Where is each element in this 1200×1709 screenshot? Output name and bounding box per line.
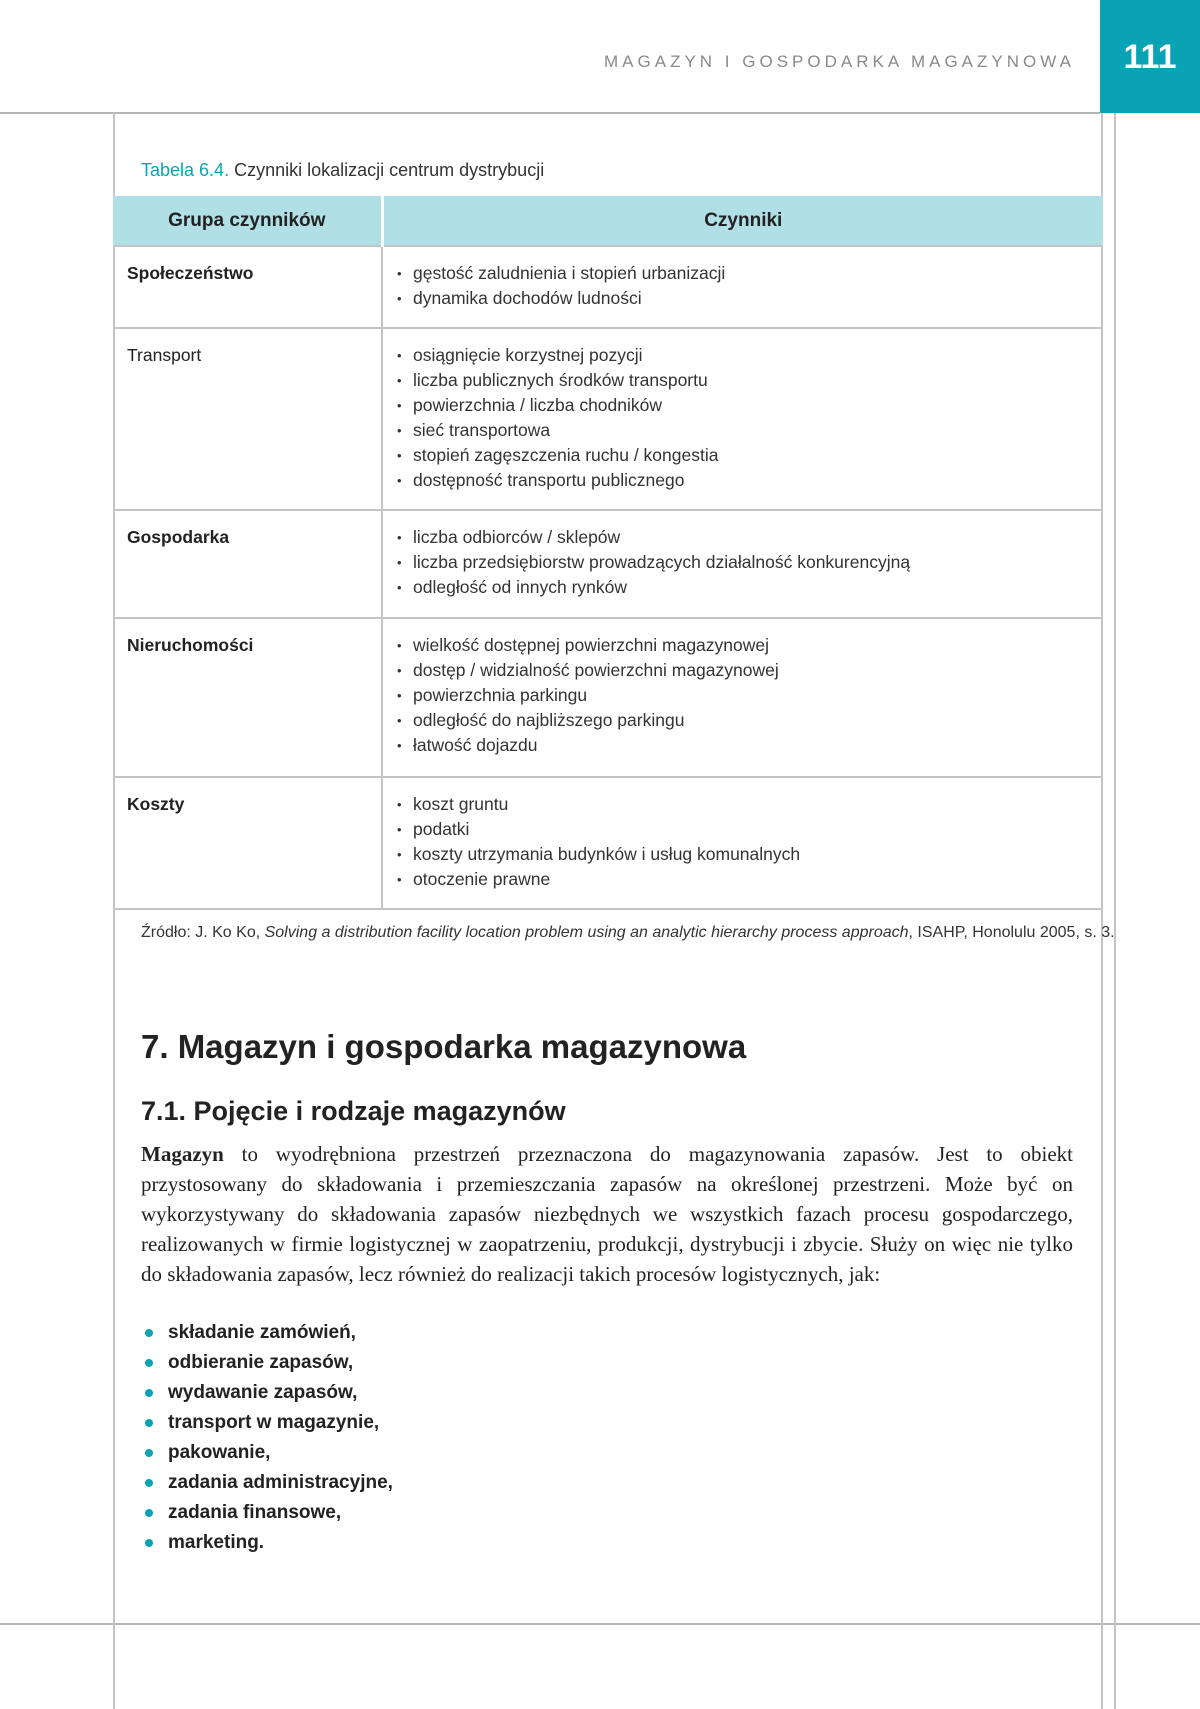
table-caption [141, 160, 544, 181]
page-number: 111 [1100, 0, 1200, 113]
column-header-factors: Czynniki [382, 196, 1103, 246]
list-item: składanie zamówień, [141, 1318, 393, 1348]
factor-item: • odległość od innych rynków [413, 575, 1089, 600]
factors-table [113, 196, 1103, 910]
factor-item: • liczba odbiorców / sklepów [413, 525, 1089, 550]
factor-item: • gęstość zaludnienia i stopień urbanizacji [413, 261, 1089, 286]
factor-item: • stopień zagęszczenia ruchu / kongestia [413, 443, 1089, 468]
factors-list [397, 633, 1089, 758]
header-rule [0, 112, 1100, 114]
factors-list [397, 525, 1089, 600]
factors-cell [382, 618, 1103, 777]
chapter-heading: 7. Magazyn i gospodarka magazynowa [141, 1028, 747, 1065]
factor-item: • wielkość dostępnej powierzchni magazynowej [413, 633, 1089, 658]
right-margin-line-outer [1114, 113, 1116, 1709]
list-item: zadania finansowe, [141, 1498, 393, 1528]
factors-list [397, 261, 1089, 311]
group-cell: Transport [113, 328, 382, 510]
table-row [113, 328, 1103, 510]
factor-item: • powierzchnia / liczba chodników [413, 393, 1089, 418]
caption-label: Tabela 6.4. [141, 160, 230, 180]
list-item: wydawanie zapasów, [141, 1378, 393, 1408]
factors-cell [382, 246, 1103, 328]
factor-item: • dostęp / widzialność powierzchni magazynowej [413, 658, 1089, 683]
table-row [113, 618, 1103, 777]
factor-item: • powierzchnia parkingu [413, 683, 1089, 708]
term-bold: Magazyn [141, 1142, 224, 1166]
source-suffix: , ISAHP, Honolulu 2005, s. 3. [908, 924, 1115, 941]
factor-item: • łatwość dojazdu [413, 733, 1089, 758]
table-row [113, 246, 1103, 328]
body-paragraph [141, 1139, 1073, 1289]
factor-item: • liczba przedsiębiorstw prowadzących działalność konkurencyjną [413, 550, 1089, 575]
paragraph-text: to wyodrębniona przestrzeń przeznaczona do magazynowania zapasów. Jest to obiekt przystosowany do składowania i przemieszczania zapasów na określonej przestrzeni. Może być on wykorzystywany do składowania zapasów niezbędnych we wszystkich fazach procesu gospodarczego, realizowanych w firmie logistycznej w zaopatrzeniu, produkcji, dystrybucji i zbycie. Służy on więc nie tylko do składowania zapasów, lecz również do realizacji takich procesów logistycznych, jak: [141, 1142, 1073, 1286]
factor-item: • koszty utrzymania budynków i usług komunalnych [413, 842, 1089, 867]
factor-item: • sieć transportowa [413, 418, 1089, 443]
factors-cell [382, 777, 1103, 909]
factor-item: • dynamika dochodów ludności [413, 286, 1089, 311]
factor-item: • odległość do najbliższego parkingu [413, 708, 1089, 733]
factor-item: • otoczenie prawne [413, 867, 1089, 892]
caption-text: Czynniki lokalizacji centrum dystrybucji [234, 160, 545, 180]
factors-list [397, 792, 1089, 892]
group-cell: Nieruchomości [113, 618, 382, 777]
table-source [141, 920, 1115, 946]
group-cell: Społeczeństwo [113, 246, 382, 328]
list-item: zadania administracyjne, [141, 1468, 393, 1498]
process-list [141, 1318, 393, 1558]
list-item: pakowanie, [141, 1438, 393, 1468]
running-title: MAGAZYN I GOSPODARKA MAGAZYNOWA [604, 52, 1075, 71]
group-cell: Gospodarka [113, 510, 382, 618]
factor-item: • liczba publicznych środków transportu [413, 368, 1089, 393]
table-row [113, 510, 1103, 618]
factor-item: • dostępność transportu publicznego [413, 468, 1089, 493]
list-item: marketing. [141, 1528, 393, 1558]
factors-cell [382, 328, 1103, 510]
column-header-group: Grupa czynników [113, 196, 382, 246]
section-heading: 7.1. Pojęcie i rodzaje magazynów [141, 1096, 566, 1126]
factors-list [397, 343, 1089, 493]
table-row [113, 777, 1103, 909]
list-item: transport w magazynie, [141, 1408, 393, 1438]
source-prefix: Źródło: J. Ko Ko, [141, 924, 265, 941]
factor-item: • koszt gruntu [413, 792, 1089, 817]
factors-cell [382, 510, 1103, 618]
source-title: Solving a distribution facility location problem using an analytic hierarchy process approach [264, 924, 909, 941]
factor-item: • osiągnięcie korzystnej pozycji [413, 343, 1089, 368]
group-cell: Koszty [113, 777, 382, 909]
list-item: odbieranie zapasów, [141, 1348, 393, 1378]
footer-rule [0, 1623, 1200, 1625]
factor-item: • podatki [413, 817, 1089, 842]
